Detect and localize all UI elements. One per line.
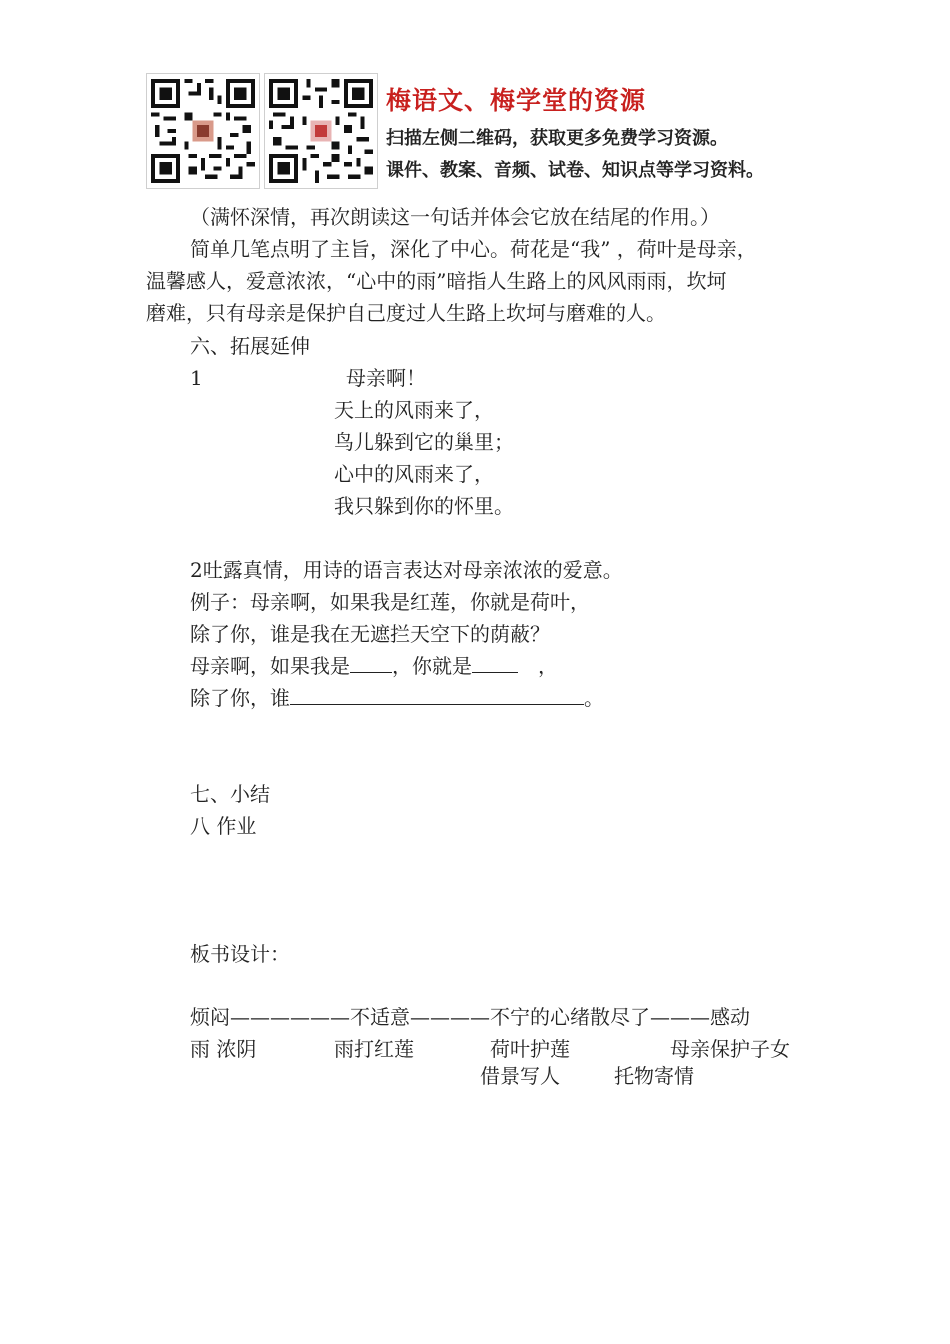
poem-line: 心中的风雨来了， bbox=[334, 462, 494, 486]
board-cell: 托物寄情 bbox=[614, 1064, 694, 1088]
paragraph-summary-line-1: 简单几笔点明了主旨，深化了中心。荷花是“我” ，荷叶是母亲， bbox=[190, 237, 757, 261]
fill-blank-line-2 bbox=[190, 686, 604, 710]
example-line-2: 除了你，谁是我在无遮拦天空下的荫蔽？ bbox=[190, 622, 550, 646]
board-line-1: 烦闷——————不适意————不宁的心绪散尽了———感动 bbox=[190, 1005, 750, 1029]
paragraph-summary-line-3: 磨难，只有母亲是保护自己度过人生路上坎坷与磨难的人。 bbox=[146, 301, 666, 325]
board-cell: 荷叶护莲 bbox=[490, 1037, 570, 1061]
qr-code-right[interactable] bbox=[264, 73, 378, 189]
item-2-prompt: 2吐露真情，用诗的语言表达对母亲浓浓的爱意。 bbox=[190, 558, 623, 582]
fill-blank-line-1 bbox=[190, 654, 558, 678]
poem-line: 天上的风雨来了， bbox=[334, 398, 494, 422]
board-cell: 借景写人 bbox=[480, 1064, 560, 1088]
poem-line: 我只躲到你的怀里。 bbox=[334, 494, 514, 518]
paragraph-summary-line-2: 温馨感人，爱意浓浓，“心中的雨”暗指人生路上的风风雨雨，坎坷 bbox=[146, 269, 727, 293]
example-line-1: 例子：母亲啊，如果我是红莲，你就是荷叶， bbox=[190, 590, 590, 614]
banner-line-1: 扫描左侧二维码，获取更多免费学习资源。 bbox=[386, 128, 728, 149]
blank-field[interactable] bbox=[350, 654, 392, 673]
poem-line: 鸟儿躲到它的巢里； bbox=[334, 430, 514, 454]
fill-text: 除了你，谁 bbox=[190, 686, 290, 710]
qr-code-icon bbox=[269, 78, 373, 184]
board-design-title: 板书设计： bbox=[190, 942, 290, 966]
qr-code-left[interactable] bbox=[146, 73, 260, 189]
fill-text: 。 bbox=[584, 686, 604, 710]
poem-line: 母亲啊！ bbox=[346, 366, 426, 390]
board-cell: 雨 浓阴 bbox=[190, 1037, 257, 1061]
blank-field[interactable] bbox=[290, 686, 584, 705]
banner-title: 梅语文、梅学堂的资源 bbox=[386, 86, 647, 115]
board-cell: 雨打红莲 bbox=[334, 1037, 414, 1061]
section-heading-7: 七、小结 bbox=[190, 782, 270, 806]
section-heading-8: 八 作业 bbox=[190, 814, 257, 838]
fill-text: ， bbox=[538, 654, 558, 678]
banner-line-2: 课件、教案、音频、试卷、知识点等学习资料。 bbox=[386, 160, 764, 181]
blank-field[interactable] bbox=[472, 654, 518, 673]
section-heading-6: 六、拓展延伸 bbox=[190, 334, 310, 358]
board-cell: 母亲保护子女 bbox=[670, 1037, 790, 1061]
paragraph-instruction: （满怀深情，再次朗读这一句话并体会它放在结尾的作用。） bbox=[190, 205, 720, 229]
fill-text: 母亲啊，如果我是 bbox=[190, 654, 350, 678]
item-number-1: 1 bbox=[190, 366, 203, 390]
resource-banner bbox=[146, 73, 826, 189]
fill-text: ，你就是 bbox=[392, 654, 472, 678]
qr-code-icon bbox=[151, 78, 255, 184]
